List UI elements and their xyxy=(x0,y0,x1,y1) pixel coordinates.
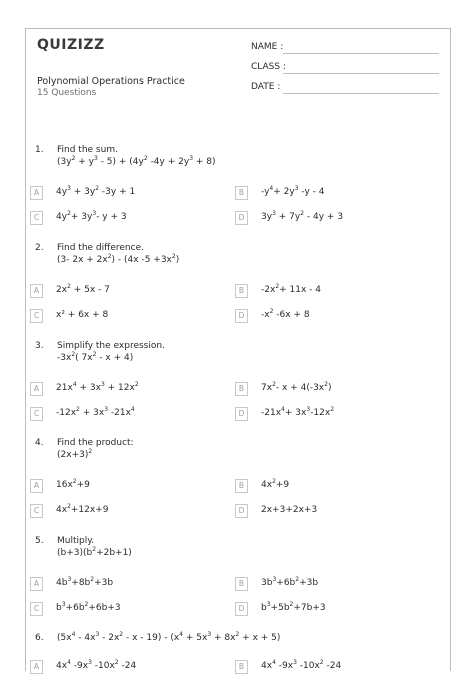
option-letter-box[interactable]: D xyxy=(235,211,248,225)
question-expression: $(b+3)(b^2+2b+1)$ xyxy=(57,546,132,558)
option-text: $-x^2$ -6x + 8 xyxy=(261,308,310,320)
question-text: Find the sum. xyxy=(57,145,118,155)
option-text: $21x^4 + 3x^3 + 12x^2$ xyxy=(56,381,139,393)
name-field[interactable] xyxy=(283,53,439,54)
option-text: $-12x^2 + 3x^3$ $-21x^4$ xyxy=(56,406,135,418)
answer-option-d[interactable] xyxy=(235,602,425,616)
option-letter-box[interactable]: A xyxy=(30,479,43,493)
option-text: $4x^4$ $-9x^3$ $-10x^2$ -24 xyxy=(261,659,342,671)
option-text: $16x^2+9$ xyxy=(56,478,90,490)
option-letter-box[interactable]: D xyxy=(235,407,248,421)
answer-option-a[interactable] xyxy=(30,186,220,200)
option-text: $-2x^2+ 11x - 4$ xyxy=(261,283,322,295)
option-text: $4x^2+9$ xyxy=(261,478,290,490)
option-letter-box[interactable]: D xyxy=(235,309,248,323)
option-text: $4y^2+ 3y^3-$ y + 3 xyxy=(56,210,127,222)
option-letter-box[interactable]: B xyxy=(235,382,248,396)
question-text: Multiply. xyxy=(57,536,95,546)
option-letter-box[interactable]: B xyxy=(235,577,248,591)
option-text: $4x^4$ $-9x^3$ $-10x^2$ -24 xyxy=(56,659,137,671)
option-letter-box[interactable]: C xyxy=(30,407,43,421)
option-letter-box[interactable]: D xyxy=(235,602,248,616)
question-number: 3. xyxy=(35,341,44,351)
option-text: $b^3+6b^2+6b+3$ xyxy=(56,601,121,613)
option-letter-box[interactable]: C xyxy=(30,602,43,616)
option-text: x² + 6x + 8 xyxy=(56,310,109,320)
answer-option-d[interactable] xyxy=(235,309,425,323)
option-text: $b^3+5b^2+7b+3$ xyxy=(261,601,326,613)
worksheet-title: Polynomial Operations Practice xyxy=(37,76,185,87)
class-label: CLASS : xyxy=(251,62,286,72)
option-letter-box[interactable]: C xyxy=(30,211,43,225)
class-field[interactable] xyxy=(283,73,439,74)
question-text: $(5x^4 - 4x^3 - 2x^2 - x - 19) - (x^4 + 5x^3 + 8x^2 + x + 5)$ xyxy=(57,631,281,643)
answer-option-c[interactable] xyxy=(30,211,220,225)
answer-option-c[interactable] xyxy=(30,309,220,323)
quizizz-logo: QUIZIZZ xyxy=(37,37,105,53)
date-label: DATE : xyxy=(251,82,281,92)
option-text: $-21x^4+ 3x^3-12x^2$ xyxy=(261,406,335,418)
answer-option-b[interactable] xyxy=(235,479,425,493)
question-number: 6. xyxy=(35,633,44,643)
option-letter-box[interactable]: B xyxy=(235,284,248,298)
answer-option-b[interactable] xyxy=(235,660,425,674)
answer-option-b[interactable] xyxy=(235,382,425,396)
answer-option-d[interactable] xyxy=(235,504,425,518)
answer-option-c[interactable] xyxy=(30,602,220,616)
option-letter-box[interactable]: B xyxy=(235,186,248,200)
answer-option-c[interactable] xyxy=(30,407,220,421)
question-text: Find the difference. xyxy=(57,243,144,253)
option-letter-box[interactable]: A xyxy=(30,660,43,674)
question-number: 5. xyxy=(35,536,44,546)
worksheet-subtitle: 15 Questions xyxy=(37,88,97,98)
answer-option-d[interactable] xyxy=(235,211,425,225)
name-label: NAME : xyxy=(251,42,284,52)
answer-option-b[interactable] xyxy=(235,577,425,591)
answer-option-b[interactable] xyxy=(235,186,425,200)
option-letter-box[interactable]: A xyxy=(30,577,43,591)
question-expression: $(2x+3)^2$ xyxy=(57,448,93,460)
answer-option-a[interactable] xyxy=(30,577,220,591)
option-letter-box[interactable]: A xyxy=(30,284,43,298)
option-text: $-y^4+ 2y^3$ -y - 4 xyxy=(261,185,325,197)
option-letter-box[interactable]: C xyxy=(30,309,43,323)
question-expression: $-3x^2$( $7x^2 - x + 4$) xyxy=(57,351,134,363)
date-field[interactable] xyxy=(283,93,439,94)
question-number: 1. xyxy=(35,145,44,155)
option-letter-box[interactable]: A xyxy=(30,382,43,396)
option-letter-box[interactable]: B xyxy=(235,479,248,493)
option-text: $4b^3+8b^2+3b$ xyxy=(56,576,114,588)
worksheet-header xyxy=(26,29,450,115)
answer-option-d[interactable] xyxy=(235,407,425,421)
question-text: Simplify the expression. xyxy=(57,341,165,351)
option-text: $4y^3 + 3y^2$ -3y + 1 xyxy=(56,185,136,197)
option-text: $4x^2+12x+9$ xyxy=(56,503,109,515)
answer-option-a[interactable] xyxy=(30,479,220,493)
question-text: Find the product: xyxy=(57,438,134,448)
option-text: $7x^2-$ $x + 4(-3x^2)$ xyxy=(261,381,332,393)
option-text: $3b^3+6b^2+3b$ xyxy=(261,576,319,588)
answer-option-a[interactable] xyxy=(30,382,220,396)
option-text: 2x+3+2x+3 xyxy=(261,505,318,515)
answer-option-b[interactable] xyxy=(235,284,425,298)
answer-option-c[interactable] xyxy=(30,504,220,518)
option-text: $3y^3 + 7y^2 - 4y + 3$ xyxy=(261,210,344,222)
option-letter-box[interactable]: A xyxy=(30,186,43,200)
option-letter-box[interactable]: D xyxy=(235,504,248,518)
answer-option-a[interactable] xyxy=(30,284,220,298)
answer-option-a[interactable] xyxy=(30,660,220,674)
question-number: 4. xyxy=(35,438,44,448)
question-number: 2. xyxy=(35,243,44,253)
option-letter-box[interactable]: C xyxy=(30,504,43,518)
option-text: $2x^2 + 5x - 7$ xyxy=(56,283,110,295)
question-expression: $(3y^2 + y^3 - 5) + (4y^2$ $-4y + 2y^3 + 8$) xyxy=(57,155,216,167)
option-letter-box[interactable]: B xyxy=(235,660,248,674)
question-expression: (3- $2x + 2x^2) - (4x$ $-5 +3x^2$) xyxy=(57,253,180,265)
